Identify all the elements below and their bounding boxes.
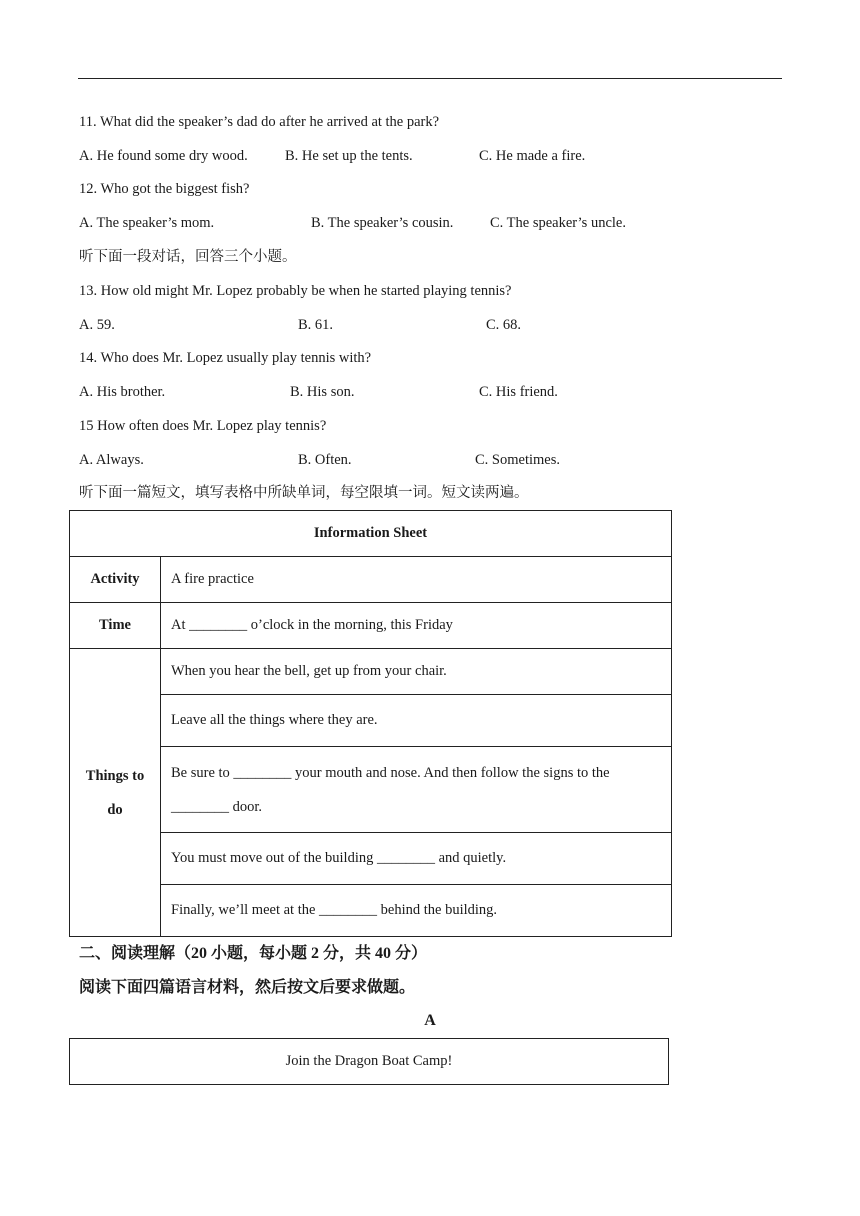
question-12-option-c: C. The speaker’s uncle. <box>490 215 626 231</box>
question-11-option-c: C. He made a fire. <box>479 148 586 164</box>
thing-to-do-2: Leave all the things where they are. <box>161 695 672 747</box>
information-sheet-table <box>69 510 672 937</box>
time-label: Time <box>70 603 161 649</box>
activity-label: Activity <box>70 557 161 603</box>
things-to-do-label-line-2: do <box>107 801 123 818</box>
thing-to-do-3-line-2: ________ door. <box>171 798 263 815</box>
passage-instruction: 听下面一篇短文，填写表格中所缺单词，每空限填一词。短文读两遍。 <box>79 485 529 501</box>
section-2-instruction: 阅读下面四篇语言材料，然后按文后要求做题。 <box>79 979 416 996</box>
information-sheet-title: Information Sheet <box>70 511 672 557</box>
question-13-option-b: B. 61. <box>298 317 334 333</box>
thing-to-do-3 <box>161 747 672 833</box>
question-15-option-a: A. Always. <box>79 452 144 468</box>
question-11-option-a: A. He found some dry wood. <box>79 148 248 164</box>
thing-to-do-4: You must move out of the building ________ and quietly. <box>161 833 672 885</box>
thing-to-do-1: When you hear the bell, get up from your chair. <box>161 649 672 695</box>
things-to-do-label <box>70 649 161 937</box>
thing-to-do-5: Finally, we’ll meet at the ________ behind the building. <box>161 885 672 937</box>
thing-to-do-3-line-1: Be sure to ________ your mouth and nose. And then follow the signs to the <box>171 764 610 781</box>
question-13-stem: 13. How old might Mr. Lopez probably be when he started playing tennis? <box>79 283 512 299</box>
question-12-option-b: B. The speaker’s cousin. <box>311 215 454 231</box>
question-14-option-c: C. His friend. <box>479 384 558 400</box>
question-13-option-c: C. 68. <box>486 317 522 333</box>
dialogue-instruction: 听下面一段对话，回答三个小题。 <box>79 249 297 265</box>
dragon-boat-camp-title: Join the Dragon Boat Camp! <box>285 1053 453 1069</box>
question-15-option-c: C. Sometimes. <box>475 452 560 468</box>
question-15-option-b: B. Often. <box>298 452 352 468</box>
question-12-stem: 12. Who got the biggest fish? <box>79 181 250 197</box>
passage-a-letter: A <box>424 1012 436 1029</box>
section-2-heading: 二、阅读理解（20 小题，每小题 2 分，共 40 分） <box>79 945 428 962</box>
header-rule <box>78 78 782 79</box>
question-11-option-b: B. He set up the tents. <box>285 148 413 164</box>
question-11-stem: 11. What did the speaker’s dad do after he arrived at the park? <box>79 114 440 130</box>
question-13-option-a: A. 59. <box>79 317 115 333</box>
question-14-option-b: B. His son. <box>290 384 355 400</box>
question-12-option-a: A. The speaker’s mom. <box>79 215 215 231</box>
question-14-option-a: A. His brother. <box>79 384 166 400</box>
time-value: At ________ o’clock in the morning, this Friday <box>161 603 672 649</box>
dragon-boat-camp-box <box>69 1038 669 1085</box>
activity-value: A fire practice <box>161 557 672 603</box>
things-to-do-label-line-1: Things to <box>85 767 145 784</box>
question-15-stem: 15 How often does Mr. Lopez play tennis? <box>79 418 327 434</box>
question-14-stem: 14. Who does Mr. Lopez usually play tennis with? <box>79 350 372 366</box>
